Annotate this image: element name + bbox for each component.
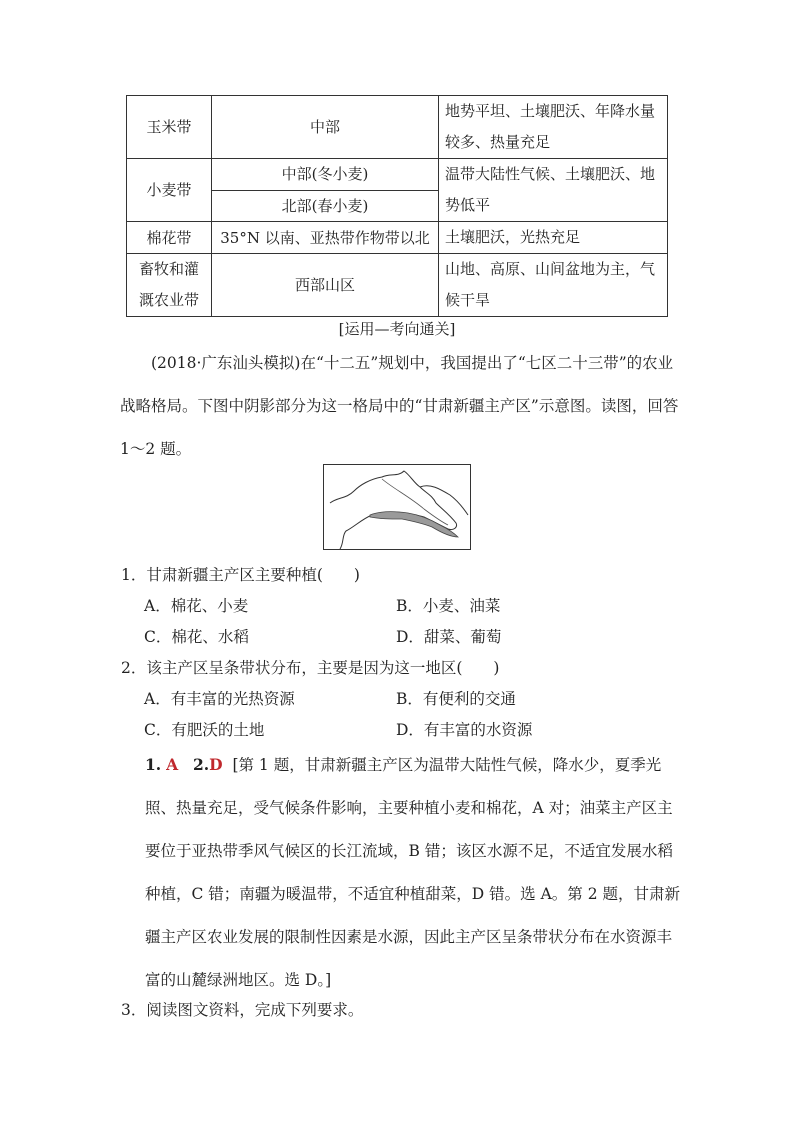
table-cell-zone: 玉米带 [127, 96, 212, 159]
answer-2-key: D [209, 755, 223, 774]
answer-explanation [145, 743, 680, 1002]
table-cell-location: 中部 [212, 96, 439, 159]
table-cell-zone: 棉花带 [127, 222, 212, 254]
table-cell-conditions: 土壤肥沃，光热充足 [439, 222, 668, 254]
answer-2-number: 2. [192, 755, 210, 774]
q1-option-b: B．小麦、油菜 [396, 597, 501, 615]
q2-option-a: A．有丰富的光热资源 [144, 690, 295, 708]
table-cell-conditions: 地势平坦、土壤肥沃、年降水量较多、热量充足 [439, 96, 668, 159]
q1-option-d: D．甜菜、葡萄 [396, 628, 502, 646]
q2-option-d: D．有丰富的水资源 [396, 721, 533, 739]
map-sketch [324, 465, 470, 549]
table-cell-conditions: 温带大陆性气候、土壤肥沃、地势低平 [439, 159, 668, 222]
table-cell-location: 西部山区 [212, 254, 439, 317]
table-cell-zone: 小麦带 [127, 159, 212, 222]
table-cell-location: 35°N 以南、亚热带作物带以北 [212, 222, 439, 254]
region-boundary [330, 471, 457, 549]
table-row [127, 159, 668, 191]
intro-paragraph: (2018·广东汕头模拟)在“十二五”规划中，我国提出了“七区二十三带”的农业战略格局。下图中阴影部分为这一格局中的“甘肃新疆主产区”示意图。读图，回答 1～2 题。 [120, 354, 679, 458]
table-cell-location: 北部(春小麦) [212, 190, 439, 222]
answer-1-key: A [166, 755, 179, 774]
q2-option-c: C．有肥沃的土地 [144, 721, 265, 739]
q1-option-a: A．棉花、小麦 [144, 597, 249, 615]
question-3-stem: 3．阅读图文资料，完成下列要求。 [121, 1001, 364, 1019]
q1-option-c: C．棉花、水稻 [144, 628, 249, 646]
answer-1-number: 1. [145, 755, 162, 774]
q2-option-b: B．有便利的交通 [396, 690, 516, 708]
table-row [127, 222, 668, 254]
question-1-stem: 1．甘肃新疆主产区主要种植( ) [121, 566, 360, 584]
shaded-production-zone [370, 512, 458, 537]
region-map [323, 464, 471, 550]
table-row [127, 254, 668, 317]
table-cell-location: 中部(冬小麦) [212, 159, 439, 191]
table-row [127, 96, 668, 159]
answer-explanation-text: [第 1 题，甘肃新疆主产区为温带大陆性气候，降水少，夏季光照、热量充足，受气候条件影响，主要种植小麦和棉花，A 对；油菜主产区主要位于亚热带季风气候区的长江流域，B 错；该区水源不足，不适宜发展水稻种植，C 错；南疆为暖温带，不适宜种植甜菜，D 错。选 A。第 2 题，甘肃新疆主产区农业发展的限制性因素是水源，因此主产区呈条带状分布在水资源丰富的山麓绿洲地区。选 D。] [145, 756, 680, 989]
table-cell-conditions: 山地、高原、山间盆地为主，气候干旱 [439, 254, 668, 317]
section-title: [运用—考向通关] [338, 320, 456, 338]
agriculture-belt-table [126, 95, 668, 317]
question-2-stem: 2．该主产区呈条带状分布，主要是因为这一地区( ) [121, 659, 500, 677]
table-cell-zone: 畜牧和灌溉农业带 [127, 254, 212, 317]
